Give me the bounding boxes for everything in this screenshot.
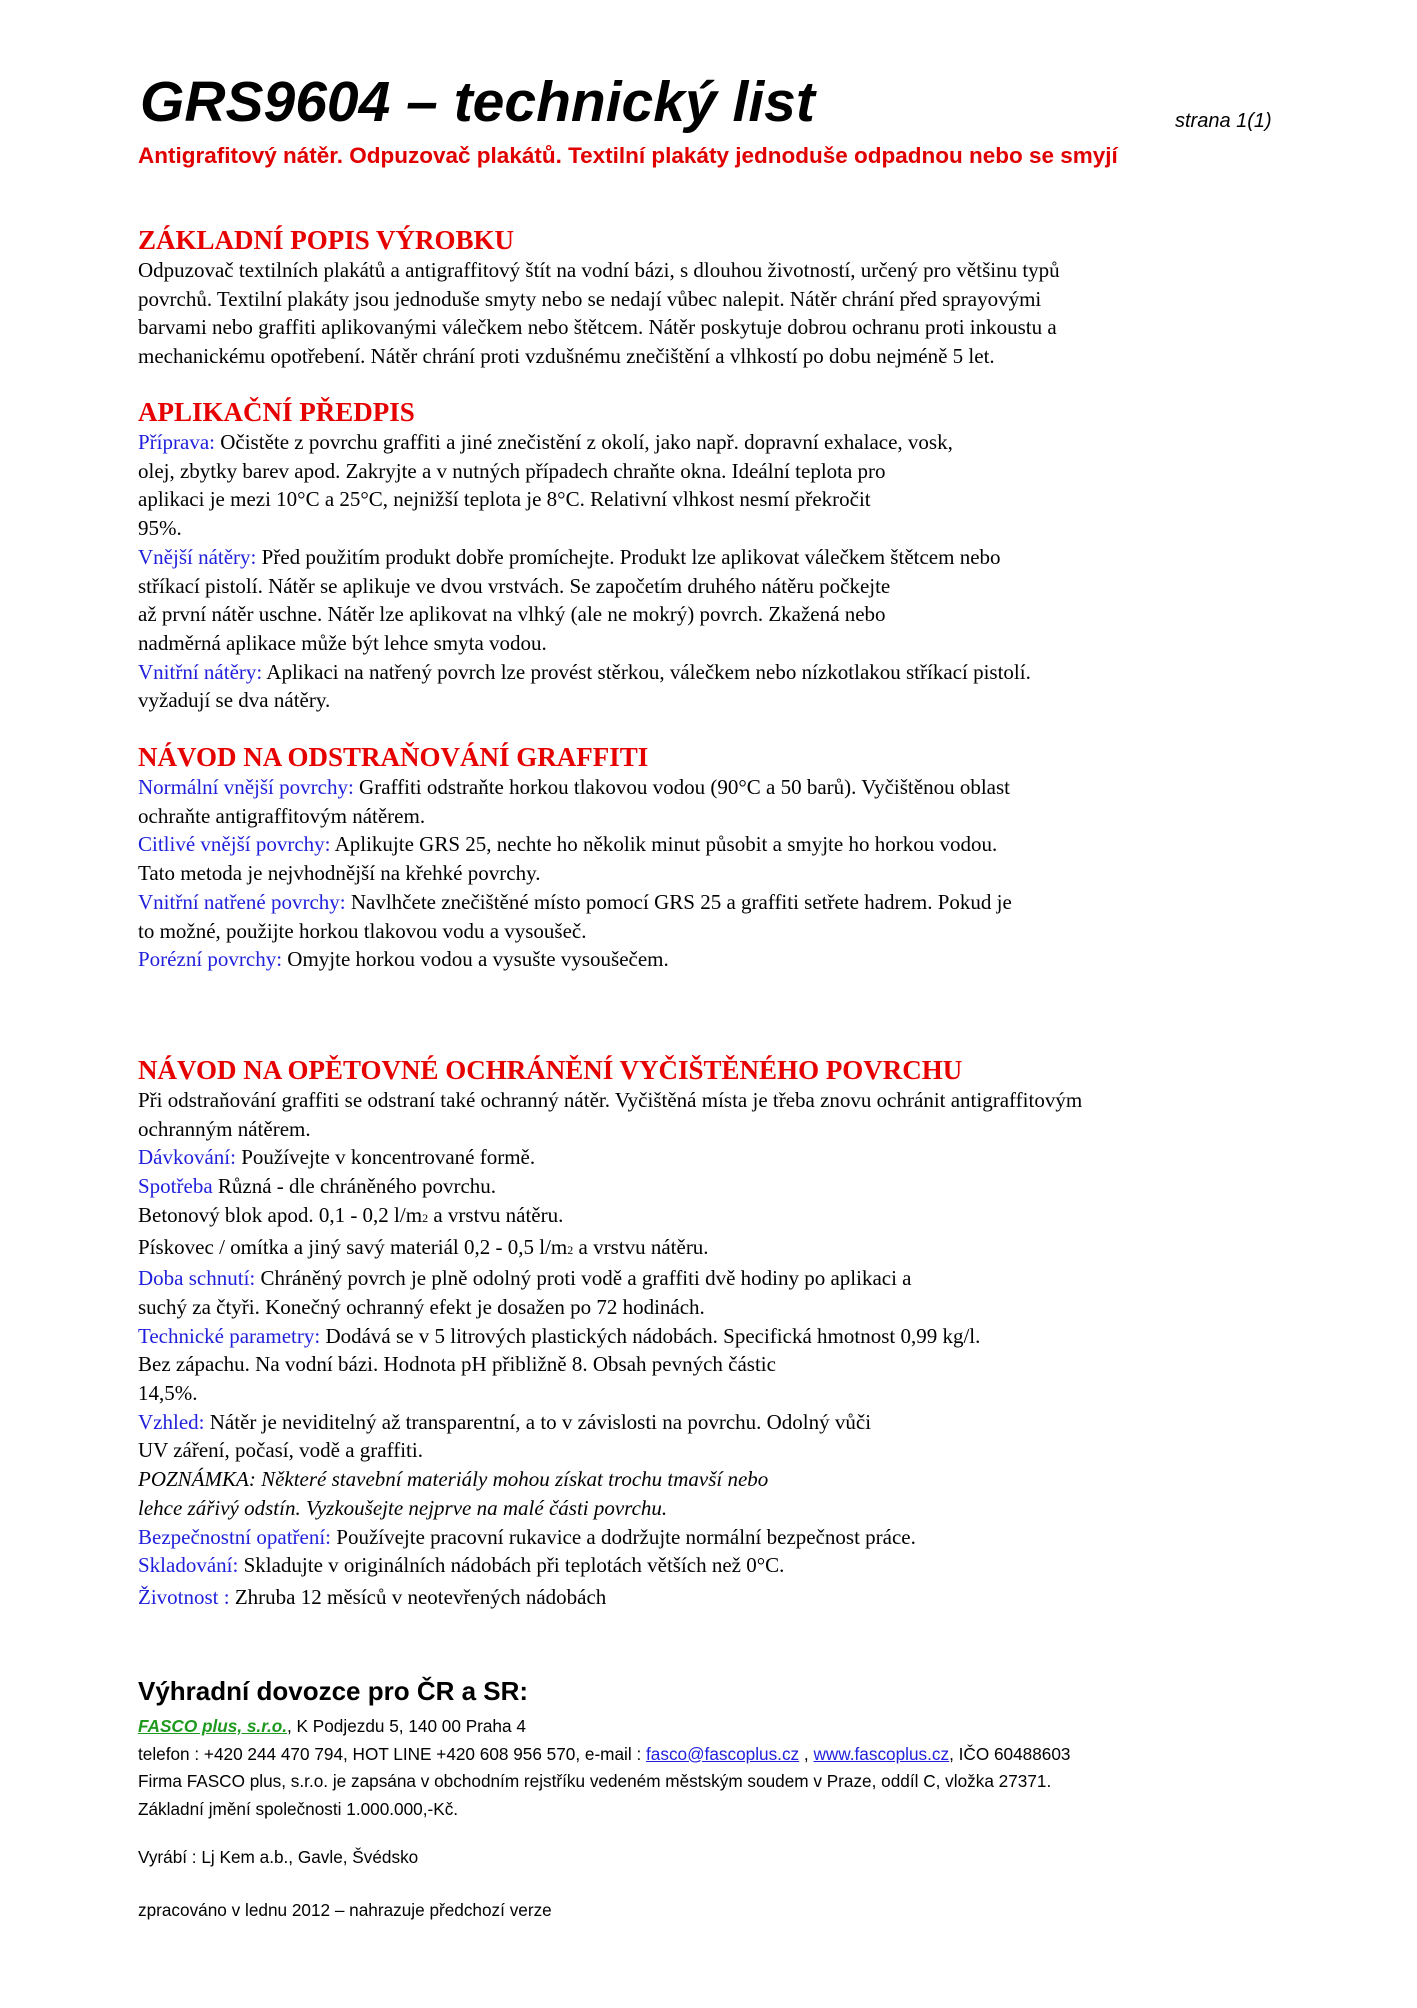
document-subtitle: Antigrafitový nátěr. Odpuzovač plakátů. Textilní plakáty jednoduše odpadnou nebo se smyjí <box>138 143 1118 168</box>
unit-subscript: 2 <box>422 1210 429 1225</box>
body-text: Používejte v koncentrované formě. <box>235 1145 536 1170</box>
body-text: Dodává se v 5 litrových plastických nádobách. Specifická hmotnost 0,99 kg/l. <box>320 1323 981 1348</box>
body-text: Před použitím produkt dobře promíchejte. Produkt lze aplikovat válečkem štětcem nebo <box>256 544 1001 569</box>
section-reprotection <box>138 1054 1278 1612</box>
body-text: Zhruba 12 měsíců v neotevřených nádobách <box>229 1584 607 1609</box>
appearance-label: Vzhled: <box>138 1409 205 1434</box>
drying-time-line <box>138 1264 1278 1293</box>
body-text: Betonový blok apod. 0,1 - 0,2 l/m <box>138 1202 423 1227</box>
body-line: vyžadují se dva nátěry. <box>138 688 331 713</box>
technical-params-line <box>138 1322 1278 1351</box>
website-link[interactable]: www.fascoplus.cz <box>813 1743 950 1764</box>
normal-surfaces-label: Normální vnější povrchy: <box>138 775 354 799</box>
body-text: Očistěte z povrchu graffiti a jiné znečistění z okolí, jako např. dopravní exhalace, vosk, <box>214 430 953 454</box>
body-text: Navlhčete znečištěné místo pomocí GRS 25 a graffiti setřete hadrem. Pokud je <box>345 889 1012 914</box>
note-line: lehce zářivý odstín. Vyzkoušejte nejprve na malé části povrchu. <box>138 1495 668 1520</box>
body-line: Bez zápachu. Na vodní bázi. Hodnota pH přibližně 8. Obsah pevných částic <box>138 1352 776 1377</box>
body-text: Různá - dle chráněného povrchu. <box>212 1174 497 1199</box>
sensitive-surfaces-label: Citlivé vnější povrchy: <box>138 832 331 857</box>
contact-line <box>138 1741 1288 1769</box>
section-body <box>138 773 1278 974</box>
porous-surfaces-line <box>138 945 1278 974</box>
section-body <box>138 428 1278 715</box>
body-text: Pískovec / omítka a jiný savý materiál 0,2 - 0,5 l/m <box>138 1234 568 1259</box>
section-application <box>138 396 1278 715</box>
body-line: 14,5%. <box>138 1381 198 1406</box>
body-line: ochraňte antigraffitovým nátěrem. <box>138 803 426 828</box>
porous-surfaces-label: Porézní povrchy: <box>138 947 283 972</box>
section-basic-description <box>138 224 1278 371</box>
body-line: barvami nebo graffiti aplikovanými válečkem nebo štětcem. Nátěr poskytuje dobrou ochranu proti inkoustu a <box>138 315 1057 340</box>
section-heading: NÁVOD NA OPĚTOVNÉ OCHRÁNĚNÍ VYČIŠTĚNÉHO POVRCHU <box>138 1055 963 1085</box>
body-text: Chráněný povrch je plně odolný proti vodě a graffiti dvě hodiny po aplikaci a <box>255 1266 912 1291</box>
body-text: Používejte pracovní rukavice a dodržujte normální bezpečnost práce. <box>331 1524 916 1549</box>
separator: , <box>799 1743 814 1764</box>
importer-heading: Výhradní dovozce pro ČR a SR: <box>138 1676 529 1706</box>
body-line: 95%. <box>138 516 182 541</box>
body-line: stříkací pistolí. Nátěr se aplikuje ve dvou vrstvách. Se započetím druhého nátěru počkejte <box>138 573 891 598</box>
exterior-coats-line <box>138 543 1278 572</box>
section-heading: APLIKAČNÍ PŘEDPIS <box>138 397 415 427</box>
interior-coats-line <box>138 658 1278 687</box>
body-line: aplikaci je mezi 10°C a 25°C, nejnižší teplota je 8°C. Relativní vlhkost nesmí překročit <box>138 487 871 512</box>
exterior-coats-label: Vnější nátěry: <box>138 544 257 569</box>
unit-subscript: 2 <box>567 1242 574 1257</box>
company-link[interactable]: FASCO plus, s.r.o. <box>138 1716 287 1736</box>
body-line: UV záření, počasí, vodě a graffiti. <box>138 1438 423 1463</box>
note-line: POZNÁMKA: Některé stavební materiály mohou získat trochu tmavší nebo <box>138 1467 769 1492</box>
preparation-line <box>138 428 1278 457</box>
page-number: strana 1(1) <box>1175 110 1272 132</box>
body-text: a vrstvu nátěru. <box>573 1234 709 1259</box>
shelf-life-label: Životnost : <box>138 1584 230 1609</box>
capital-line: Základní jmění společnosti 1.000.000,-Kč. <box>138 1798 459 1819</box>
body-line: povrchů. Textilní plakáty jsou jednoduše smyty nebo se nedají vůbec nalepit. Nátěr chrání před sprayovými <box>138 286 1042 311</box>
storage-line <box>138 1551 1278 1580</box>
consumption-sandstone-line <box>138 1233 1278 1265</box>
interior-coats-label: Vnitřní nátěry: <box>138 659 263 684</box>
body-line: olej, zbytky barev apod. Zakryjte a v nutných případech chraňte okna. Ideální teplota pro <box>138 458 886 483</box>
body-text: Aplikaci na natřený povrch lze provést stěrkou, válečkem nebo nízkotlakou stříkací pistolí. <box>262 659 1031 684</box>
body-line: ochranným nátěrem. <box>138 1116 311 1141</box>
consumption-concrete-line <box>138 1201 1278 1233</box>
body-line: Při odstraňování graffiti se odstraní také ochranný nátěr. Vyčištěná místa je třeba znovu ochránit antigraffitovým <box>138 1088 1083 1112</box>
importer-footer <box>138 1676 1288 1924</box>
revision-line: zpracováno v lednu 2012 – nahrazuje předchozí verze <box>138 1899 552 1920</box>
body-line: nadměrná aplikace může být lehce smyta vodou. <box>138 630 547 655</box>
section-graffiti-removal <box>138 741 1278 974</box>
drying-time-label: Doba schnutí: <box>138 1266 256 1291</box>
preparation-label: Příprava: <box>138 430 215 454</box>
section-heading: NÁVOD NA ODSTRAŇOVÁNÍ GRAFFITI <box>138 742 649 772</box>
section-body <box>138 256 1278 371</box>
dosage-line <box>138 1143 1278 1172</box>
body-line: Tato metoda je nejvhodnější na křehké povrchy. <box>138 861 541 886</box>
safety-line <box>138 1523 1278 1552</box>
body-line: mechanickému opotřebení. Nátěr chrání proti vzdušnému znečištění a vlhkostí po dobu nejméně 5 let. <box>138 344 995 369</box>
document-title: GRS9604 – technický list <box>140 70 815 134</box>
body-line: suchý za čtyři. Konečný ochranný efekt je dosažen po 72 hodinách. <box>138 1294 705 1319</box>
body-text: Aplikujte GRS 25, nechte ho několik minut působit a smyjte ho horkou vodou. <box>330 832 998 857</box>
painted-surfaces-label: Vnitřní natřené povrchy: <box>138 889 346 914</box>
body-line: to možné, použijte horkou tlakovou vodu a vysoušeč. <box>138 918 587 943</box>
appearance-line <box>138 1408 1278 1437</box>
contact-text: telefon : +420 244 470 794, HOT LINE +420 608 956 570, e-mail : <box>138 1743 647 1764</box>
consumption-line <box>138 1172 1278 1201</box>
section-heading: ZÁKLADNÍ POPIS VÝROBKU <box>138 225 515 255</box>
email-link[interactable]: fasco@fascoplus.cz <box>646 1743 800 1764</box>
body-line: až první nátěr uschne. Nátěr lze aplikovat na vlhký (ale ne mokrý) povrch. Zkažená nebo <box>138 602 886 627</box>
section-body <box>138 1086 1278 1612</box>
storage-label: Skladování: <box>138 1553 239 1578</box>
importer-address-line <box>138 1713 1288 1741</box>
normal-surfaces-line <box>138 773 1278 802</box>
body-text: a vrstvu nátěru. <box>428 1202 564 1227</box>
ico-text: , IČO 60488603 <box>949 1743 1071 1764</box>
address-text: , K Podjezdu 5, 140 00 Praha 4 <box>287 1716 526 1736</box>
body-text: Nátěr je neviditelný až transparentní, a to v závislosti na povrchu. Odolný vůči <box>204 1409 872 1434</box>
body-text: Omyjte horkou vodou a vysušte vysoušečem. <box>282 947 669 972</box>
shelf-life-line <box>138 1583 1278 1612</box>
painted-surfaces-line <box>138 888 1278 917</box>
registry-line: Firma FASCO plus, s.r.o. je zapsána v obchodním rejstříku vedeném městským soudem v Praze, oddíl C, vložka 27371. <box>138 1771 1052 1791</box>
body-line: Odpuzovač textilních plakátů a antigraffitový štít na vodní bázi, s dlouhou životností, určený pro většinu typů <box>138 258 1060 282</box>
manufacturer-line: Vyrábí : Lj Kem a.b., Gavle, Švédsko <box>138 1847 419 1867</box>
consumption-label: Spotřeba <box>138 1174 213 1199</box>
body-text: Graffiti odstraňte horkou tlakovou vodou (90°C a 50 barů). Vyčištěnou oblast <box>353 775 1010 799</box>
body-text: Skladujte v originálních nádobách při teplotách větších než 0°C. <box>238 1553 785 1578</box>
technical-params-label: Technické parametry: <box>138 1323 321 1348</box>
sensitive-surfaces-line <box>138 830 1278 859</box>
safety-label: Bezpečnostní opatření: <box>138 1524 332 1549</box>
dosage-label: Dávkování: <box>138 1145 236 1170</box>
